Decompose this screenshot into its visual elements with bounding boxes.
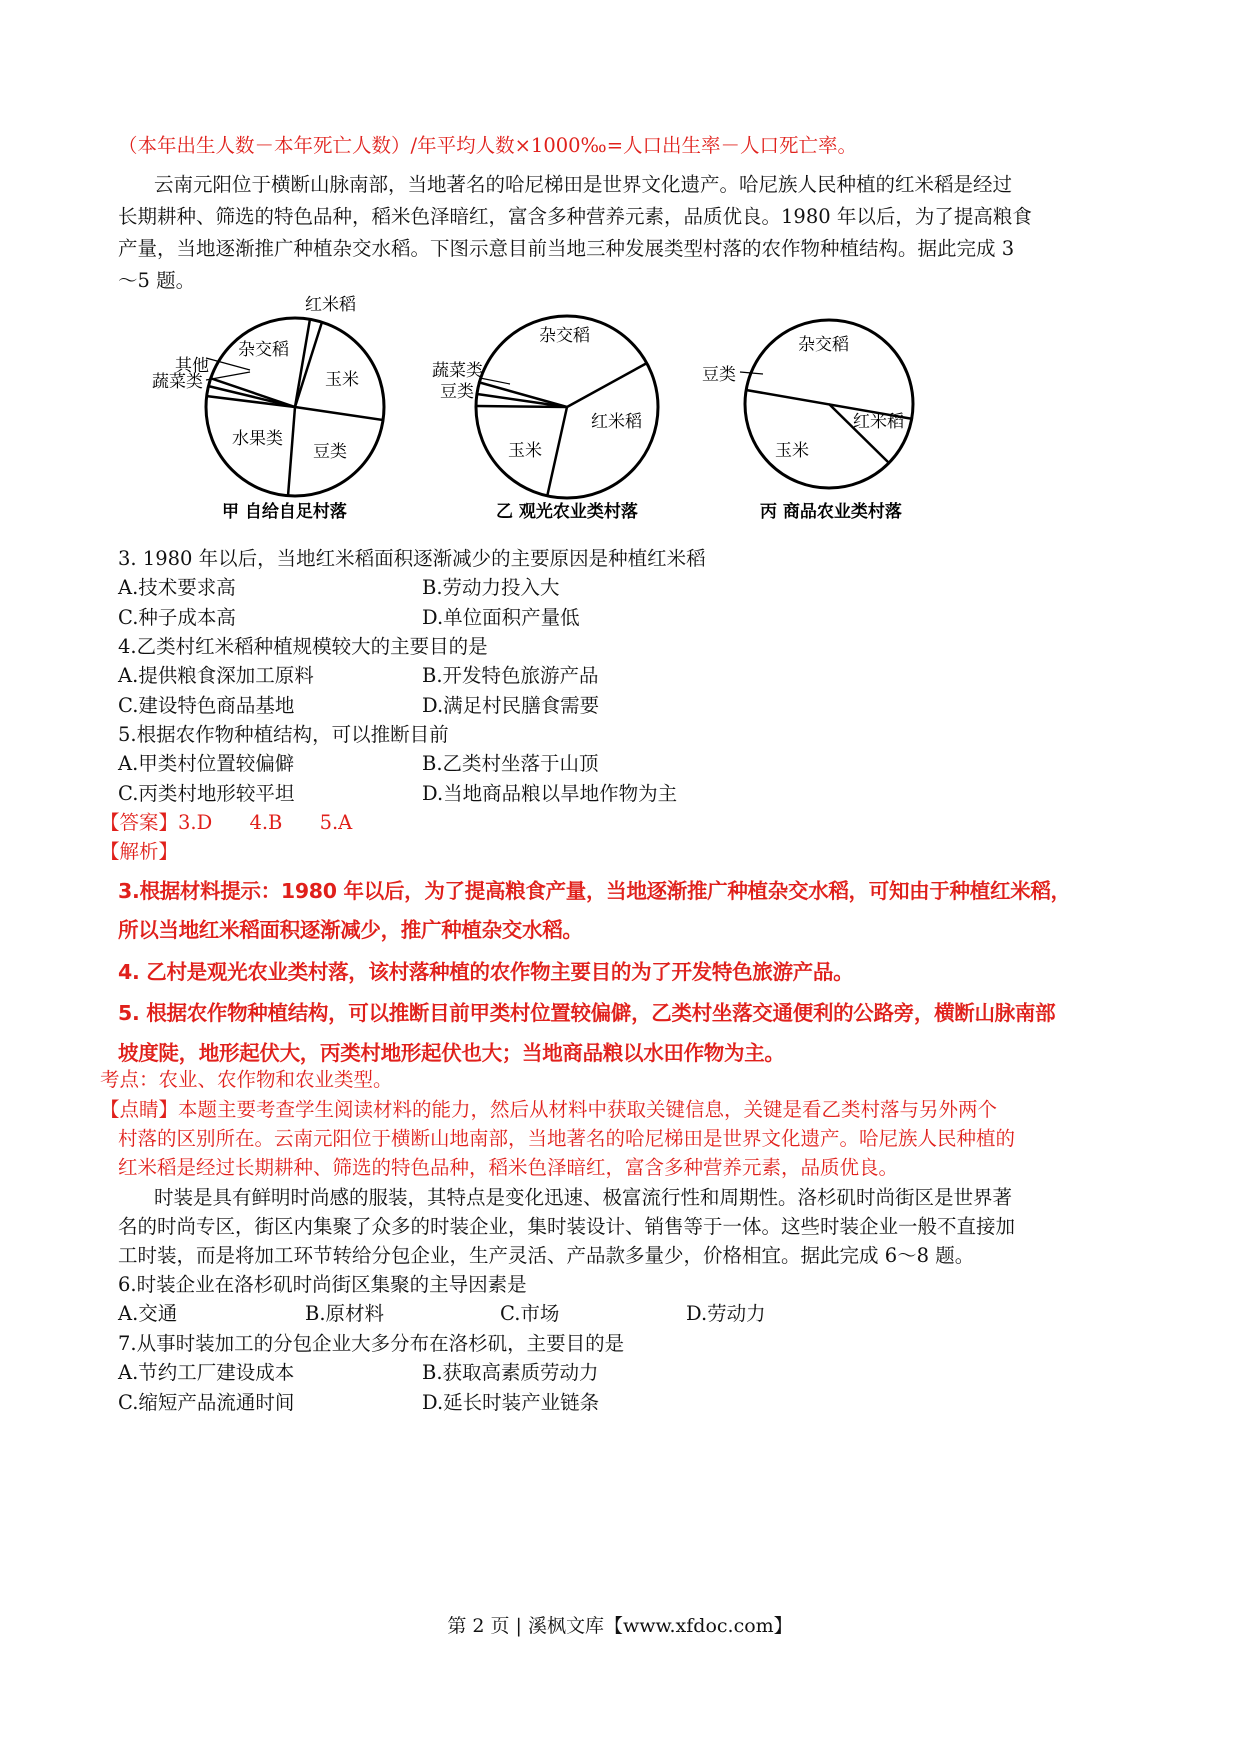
bing-label-yumi: 玉米 [775,441,809,461]
q7-option-c: C.缩短产品流通时间 [118,1391,295,1414]
bing-label-zajiao: 杂交稻 [798,335,849,355]
analysis-line-3: 4. 乙村是观光农业类村落，该村落种植的农作物主要目的为了开发特色旅游产品。 [118,960,854,984]
dianjing-line-2: 村落的区别所在。云南元阳位于横断山地南部，当地著名的哈尼梯田是世界文化遗产。哈尼族人民种植的 [118,1127,1016,1150]
jia-label-shucai: 蔬菜类 [152,372,203,392]
q6-option-c: C.市场 [500,1302,560,1325]
answer-text: 3.D 4.B 5.A [178,811,353,834]
jia-label-shuiguo: 水果类 [232,429,283,449]
q6-stem: 6.时装企业在洛杉矶时尚街区集聚的主导因素是 [118,1273,527,1296]
q3-option-a: A.技术要求高 [118,576,236,599]
q7-stem: 7.从事时装加工的分包企业大多分布在洛杉矶，主要目的是 [118,1332,625,1355]
q3-stem: 3. 1980 年以后，当地红米稻面积逐渐减少的主要原因是种植红米稻 [118,547,706,570]
passage1-line-1: 云南元阳位于横断山脉南部，当地著名的哈尼梯田是世界文化遗产。哈尼族人民种植的红米稻是经过 [154,173,1013,196]
passage1-line-4: ～5 题。 [118,269,196,292]
q5-option-d: D.当地商品粮以旱地作物为主 [422,782,678,805]
q5-option-c: C.丙类村地形较平坦 [118,782,295,805]
kaodian-line: 考点：农业、农作物和农业类型。 [100,1068,393,1091]
yi-label-shucai: 蔬菜类 [432,361,483,381]
answer-tag: 【答案】 [100,811,179,834]
answer-line [100,809,352,837]
analysis-line-1: 3.根据材料提示：1980 年以后，为了提高粮食产量，当地逐渐推广种植杂交水稻，可知由于种植红米稻， [118,879,1071,903]
pie-yi [432,316,658,522]
analysis-line-4: 5. 根据农作物种植结构，可以推断目前甲类村位置较偏僻，乙类村坐落交通便利的公路旁，横断山脉南部 [118,1001,1056,1025]
passage2-line-2: 名的时尚专区，街区内集聚了众多的时装企业，集时装设计、销售等于一体。这些时装企业一般不直接加 [118,1215,1016,1238]
yi-label-doulei: 豆类 [440,382,474,402]
jia-label-doulei: 豆类 [313,442,347,462]
q6-option-a: A.交通 [118,1302,178,1325]
bing-caption: 丙 商品农业类村落 [760,502,902,522]
dianjing-line-1: 【点睛】本题主要考查学生阅读材料的能力，然后从材料中获取关键信息，关键是看乙类村落与另外两个 [100,1098,998,1121]
passage1-line-3: 产量，当地逐渐推广种植杂交水稻。下图示意目前当地三种发展类型村落的农作物种植结构。据此完成 3 [118,237,1015,260]
pie-jia [152,295,384,522]
pie-bing [702,320,913,522]
jia-label-zajiao: 杂交稻 [238,340,289,360]
passage2-line-3: 工时装，而是将加工环节转给分包企业，生产灵活、产品款多量少，价格相宜。据此完成 6～8 题。 [118,1244,975,1267]
q5-stem: 5.根据农作物种植结构，可以推断目前 [118,723,449,746]
jia-label-qita: 其他 [175,356,209,376]
q5-option-b: B.乙类村坐落于山顶 [422,752,599,775]
q3-option-b: B.劳动力投入大 [422,576,560,599]
q4-stem: 4.乙类村红米稻种植规模较大的主要目的是 [118,635,488,658]
q7-option-a: A.节约工厂建设成本 [118,1361,295,1384]
q4-option-b: B.开发特色旅游产品 [422,664,599,687]
jia-label-yumi: 玉米 [325,370,359,390]
yi-label-hongmi: 红米稻 [591,412,642,432]
q6-option-b: B.原材料 [305,1302,385,1325]
dianjing-line-3: 红米稻是经过长期耕种、筛选的特色品种，稻米色泽暗红，富含多种营养元素，品质优良。 [118,1156,899,1179]
q4-option-a: A.提供粮食深加工原料 [118,664,314,687]
yi-label-yumi: 玉米 [508,441,542,461]
formula-line: （本年出生人数－本年死亡人数）/年平均人数×1000‰=人口出生率－人口死亡率。 [118,134,858,157]
analysis-tag: 【解析】 [100,840,179,863]
analysis-line-5: 坡度陡，地形起伏大，丙类村地形起伏也大；当地商品粮以水田作物为主。 [118,1041,785,1065]
yi-caption: 乙 观光农业类村落 [496,502,638,522]
passage2-line-1: 时装是具有鲜明时尚感的服装，其特点是变化迅速、极富流行性和周期性。洛杉矶时尚街区是世界著 [154,1186,1013,1209]
q4-option-c: C.建设特色商品基地 [118,694,295,717]
bing-label-doulei: 豆类 [702,365,736,385]
bing-label-hongmi: 红米稻 [853,412,904,432]
q7-option-b: B.获取高素质劳动力 [422,1361,599,1384]
q3-option-d: D.单位面积产量低 [422,606,580,629]
q5-option-a: A.甲类村位置较偏僻 [118,752,295,775]
q7-option-d: D.延长时装产业链条 [422,1391,600,1414]
q4-option-d: D.满足村民膳食需要 [422,694,600,717]
jia-caption: 甲 自给自足村落 [222,502,347,522]
q6-option-d: D.劳动力 [686,1302,766,1325]
page-footer: 第 2 页 | 溪枫文库【www.xfdoc.com】 [447,1615,793,1637]
yi-label-zajiao: 杂交稻 [539,326,590,346]
jia-label-hongmi: 红米稻 [305,295,356,315]
analysis-line-2: 所以当地红米稻面积逐渐减少，推广种植杂交水稻。 [118,918,583,942]
passage1-line-2: 长期耕种、筛选的特色品种，稻米色泽暗红，富含多种营养元素，品质优良。1980 年以后，为了提高粮食 [118,205,1032,228]
q3-option-c: C.种子成本高 [118,606,236,629]
